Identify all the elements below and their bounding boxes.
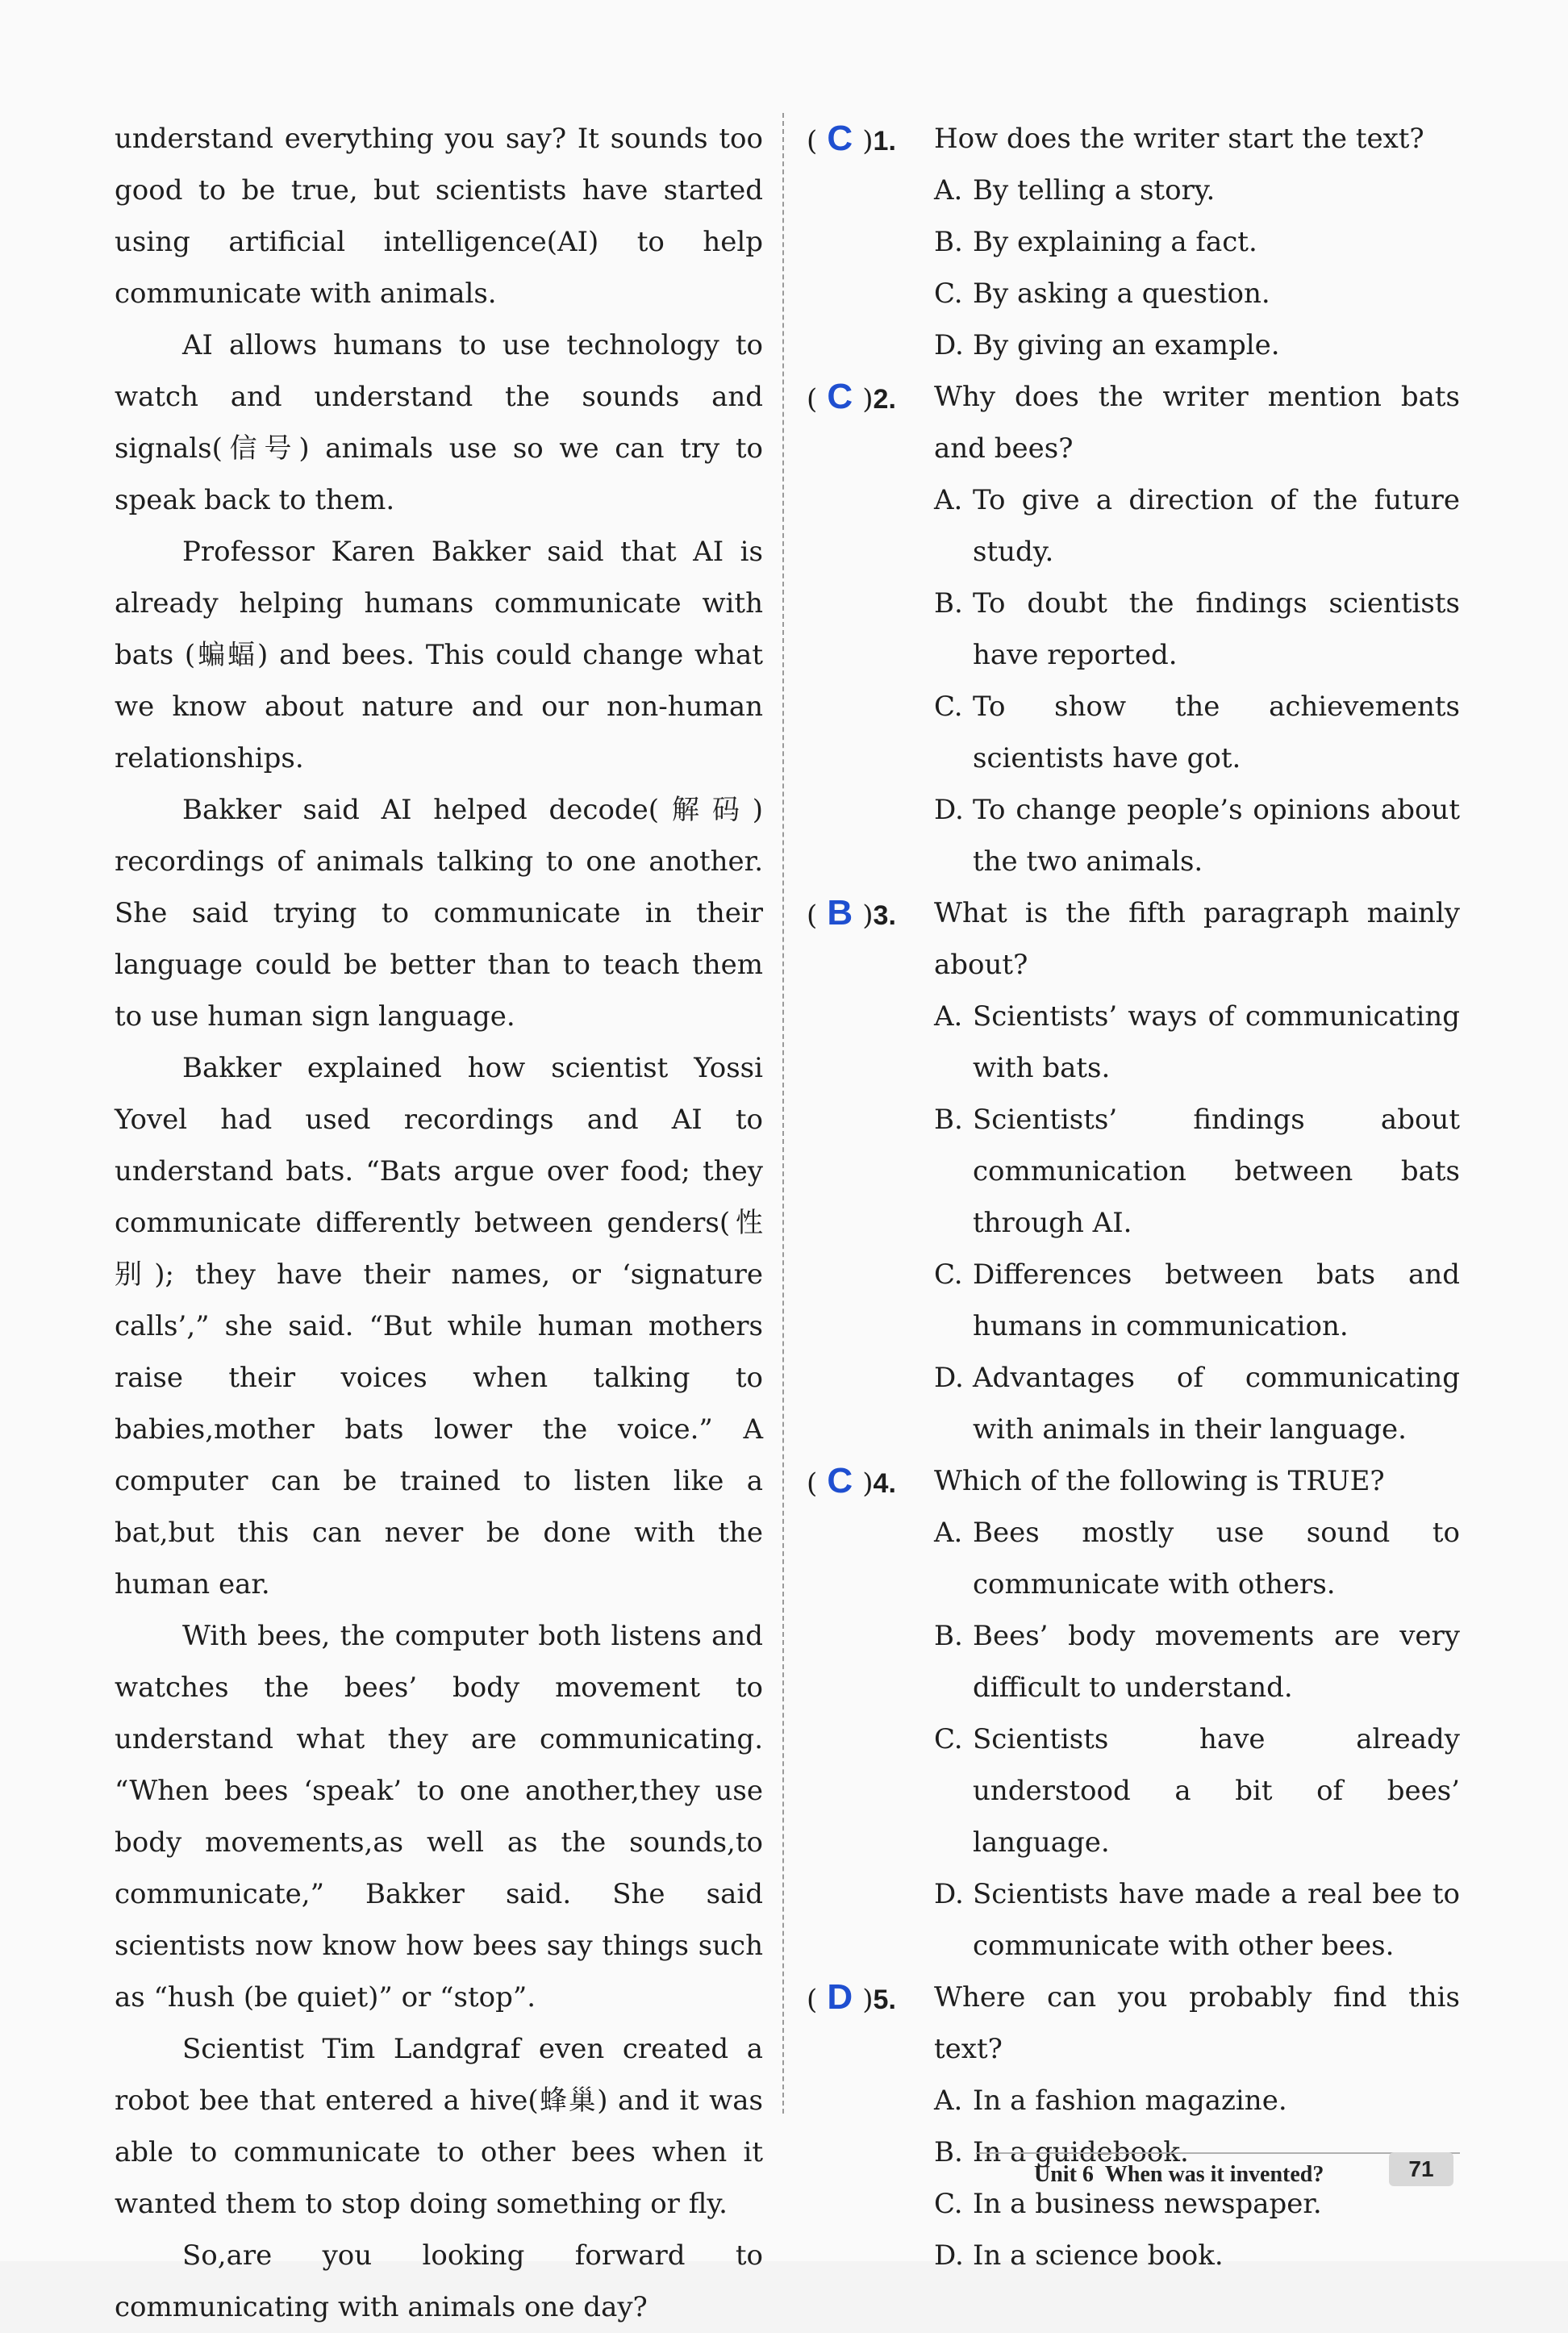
option-a: A. To give a direction of the future study. bbox=[934, 484, 1460, 568]
option-a: A. By telling a story. bbox=[934, 174, 1216, 207]
passage-paragraph: Bakker said AI helped decode(解码) recordings of animals talking to one another. She said trying to communicate in their language could be better than to teach them to use human sign language. bbox=[115, 794, 763, 1033]
question-number: 4 bbox=[873, 1468, 889, 1499]
passage-paragraph: With bees, the computer both listens and watches the bees’ body movement to understand what they are communicating. “When bees ‘speak’ to one another,they use body movements,as well as the sounds,to communicate,” Bakker said. She said scientists now know how bees say things such as “hush (be quiet)” or “stop”. bbox=[115, 1620, 763, 2014]
question-header: ( D )5. bbox=[807, 1972, 934, 2026]
question-number: 1 bbox=[873, 126, 889, 157]
question-stem: Why does the writer mention bats and bees? bbox=[934, 381, 1460, 465]
answer-mark: C bbox=[827, 1461, 853, 1500]
option-c: C. Differences between bats and humans in communication. bbox=[934, 1258, 1460, 1342]
question-2 bbox=[807, 371, 1460, 887]
unit-label: Unit 6 bbox=[1034, 2162, 1094, 2187]
question-number: 3 bbox=[873, 900, 889, 931]
passage-paragraph: understand everything you say? It sounds too good to be true, but scientists have started using artificial intelligence(AI) to help communicate with animals. bbox=[115, 123, 763, 310]
option-c: C. By asking a question. bbox=[934, 278, 1270, 310]
option-a: A. In a fashion magazine. bbox=[934, 2085, 1287, 2117]
question-stem: How does the writer start the text? bbox=[934, 123, 1424, 155]
option-b: B. By explaining a fact. bbox=[934, 226, 1257, 258]
answer-mark: D bbox=[827, 1977, 853, 2017]
option-a: A. Bees mostly use sound to communicate with others. bbox=[934, 1517, 1460, 1601]
footer-rule bbox=[976, 2152, 1460, 2154]
page-number: 71 bbox=[1389, 2152, 1453, 2186]
option-b: B. Bees’ body movements are very difficult to understand. bbox=[934, 1620, 1460, 1704]
question-3 bbox=[807, 887, 1460, 1455]
question-number: 5 bbox=[873, 1985, 889, 2015]
unit-title: When was it invented? bbox=[1104, 2162, 1324, 2187]
option-b: B. Scientists’ findings about communication between bats through AI. bbox=[934, 1104, 1460, 1239]
answer-mark: B bbox=[827, 893, 853, 933]
question-header: ( C )4. bbox=[807, 1455, 934, 1509]
passage-paragraph: AI allows humans to use technology to watch and understand the sounds and signals(信号) animals use so we can try to speak back to them. bbox=[115, 329, 763, 516]
question-stem: What is the fifth paragraph mainly about? bbox=[934, 897, 1460, 981]
passage-paragraph: Scientist Tim Landgraf even created a robot bee that entered a hive(蜂巢) and it was able to communicate to other bees when it wanted them to stop doing something or fly. bbox=[115, 2033, 763, 2220]
option-c: C. To show the achievements scientists have got. bbox=[934, 691, 1460, 774]
option-d: D. Scientists have made a real bee to communicate with other bees. bbox=[934, 1878, 1460, 1962]
option-c: C. In a business newspaper. bbox=[934, 2188, 1322, 2220]
passage-paragraph: Professor Karen Bakker said that AI is already helping humans communicate with bats (蝙蝠) and bees. This could change what we know about nature and our non-human relationships. bbox=[115, 536, 763, 774]
question-number: 2 bbox=[873, 384, 889, 415]
question-1 bbox=[807, 113, 1460, 371]
reading-passage bbox=[115, 113, 763, 2333]
question-5 bbox=[807, 1972, 1460, 2281]
question-header: ( C )2. bbox=[807, 371, 934, 425]
column-divider bbox=[782, 113, 784, 2114]
option-d: D. By giving an example. bbox=[934, 329, 1280, 361]
option-c: C. Scientists have already understood a bit of bees’ language. bbox=[934, 1723, 1460, 1859]
question-header: ( C )1. bbox=[807, 113, 934, 167]
question-4 bbox=[807, 1455, 1460, 1972]
answer-mark: C bbox=[827, 119, 853, 158]
passage-paragraph: So,are you looking forward to communicating with animals one day? bbox=[115, 2239, 763, 2323]
question-list bbox=[807, 113, 1460, 2281]
option-d: D. Advantages of communicating with animals in their language. bbox=[934, 1362, 1460, 1446]
question-stem: Where can you probably find this text? bbox=[934, 1981, 1460, 2065]
question-stem: Which of the following is TRUE? bbox=[934, 1465, 1385, 1497]
option-d: D. To change people’s opinions about the two animals. bbox=[934, 794, 1460, 878]
option-b: B. To doubt the findings scientists have reported. bbox=[934, 587, 1460, 671]
passage-paragraph: Bakker explained how scientist Yossi Yovel had used recordings and AI to understand bats. “Bats argue over food; they communicate differently between genders(性别); they have their names, or ‘signature calls’,” she said. “But while human mothers raise their voices when talking to babies,mother bats lower the voice.” A computer can be trained to listen like a bat,but this can never be done with the human ear. bbox=[115, 1052, 763, 1601]
question-header: ( B )3. bbox=[807, 887, 934, 941]
option-a: A. Scientists’ ways of communicating with bats. bbox=[934, 1000, 1460, 1084]
answer-mark: C bbox=[827, 377, 853, 416]
page-footer bbox=[1034, 2159, 1335, 2191]
option-b: B. In a guidebook. bbox=[934, 2136, 1189, 2168]
option-d: D. In a science book. bbox=[934, 2239, 1224, 2272]
